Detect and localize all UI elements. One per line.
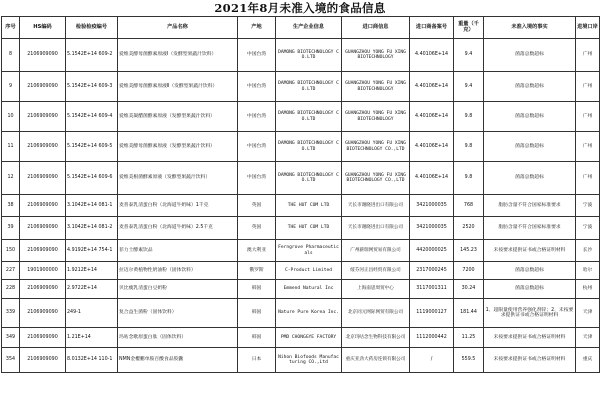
header-cell: 序号	[2, 17, 20, 39]
cell-origin: 英国	[238, 217, 276, 240]
cell-inspection-code: 2.9722E+14	[66, 280, 118, 299]
cell-manufacturer: Nature Pure Korea Inc.	[276, 299, 342, 328]
cell-fact: 脂肪含量不符合国家标准要求	[484, 217, 576, 240]
cell-origin: 中国台湾	[238, 39, 276, 72]
cell-hs-code: 2106909090	[20, 240, 66, 262]
cell-inspection-code: 5.1542E+14 609-2	[66, 39, 118, 72]
cell-product-name: 麦普泰乳清蛋白粉（北海道牛奶味）2.5千克	[118, 217, 238, 240]
cell-importer-reg: 4.40106E+14	[410, 39, 454, 72]
cell-importer-reg: 3421000035	[410, 195, 454, 217]
header-cell: 进口商备案号	[410, 17, 454, 39]
cell-hs-code: 2106909090	[20, 132, 66, 162]
header-cell: 产品名称	[118, 17, 238, 39]
cell-product-name: NMN金櫻鹏单胺百酸食品胶囊	[118, 348, 238, 373]
cell-hs-code: 2106909090	[20, 195, 66, 217]
cell-fact: 菌落总数超标	[484, 162, 576, 195]
cell-importer-reg: 4.40106E+14	[410, 102, 454, 132]
cell-inspection-code: 5.1542E+14 609-5	[66, 132, 118, 162]
cell-importer: 天长市谢晓进出口有限公司	[342, 195, 410, 217]
cell-origin: 澳大利亚	[238, 240, 276, 262]
cell-manufacturer: Ferngrove Pharmaceuticals	[276, 240, 342, 262]
cell-hs-code: 2106909090	[20, 72, 66, 102]
cell-origin: 韩国	[238, 299, 276, 328]
cell-importer-reg: 4420000025	[410, 240, 454, 262]
cell-origin: 俄罗斯	[238, 262, 276, 280]
cell-weight: 9.8	[454, 162, 484, 195]
table-row	[2, 240, 600, 262]
cell-port: 哈尔	[576, 262, 600, 280]
cell-hs-code: 2106909090	[20, 348, 66, 373]
cell-no: 349	[2, 328, 20, 348]
cell-manufacturer: Emmend Natural Inc	[276, 280, 342, 299]
cell-no: 11	[2, 132, 20, 162]
page-title: 2021年8月未准入境的食品信息	[214, 1, 386, 15]
table-row	[2, 132, 600, 162]
cell-hs-code: 2106909090	[20, 328, 66, 348]
header-cell: 检验检疫编号	[66, 17, 118, 39]
cell-no: 227	[2, 262, 20, 280]
cell-product-name: 爱维美凝醋菌酵素原液（发酵型果蔬汁饮料）	[118, 102, 238, 132]
cell-fact: 菌落总数超标	[484, 280, 576, 299]
cell-no: 12	[2, 162, 20, 195]
cell-no: 39	[2, 217, 20, 240]
cell-hs-code: 2106909090	[20, 39, 66, 72]
table-row	[2, 195, 600, 217]
cell-importer: GUANGZHOU YONG FU XING BIOTECHNOLOGY	[342, 102, 410, 132]
table-row	[2, 262, 600, 280]
cell-importer-reg: 3117001311	[410, 280, 454, 299]
table-row	[2, 72, 600, 102]
cell-weight: 559.5	[454, 348, 484, 373]
cell-port: 广州	[576, 39, 600, 72]
cell-manufacturer: PMD CHONGGYE FACTORY	[276, 328, 342, 348]
cell-hs-code: 2106909090	[20, 280, 66, 299]
cell-product-name: 玛咕念歌原蛋白肽（固体饮料）	[118, 328, 238, 348]
cell-inspection-code: 3.1042E+14 081-1	[66, 195, 118, 217]
cell-inspection-code: 4.9192E+14 754-1	[66, 240, 118, 262]
cell-product-name: 爱维美酵母菌酵素原液Ⅱ（发酵型果蔬汁饮料）	[118, 72, 238, 102]
cell-fact: 脂肪含量不符合国家标准要求	[484, 195, 576, 217]
table-row	[2, 217, 600, 240]
table-header	[2, 17, 600, 39]
header-cell: 未准入境的事实	[484, 17, 576, 39]
cell-port: 宁波	[576, 217, 600, 240]
cell-product-name: 爱维美酵母菌酵素原液Ⅰ（发酵型果蔬汁饮料）	[118, 39, 238, 72]
cell-origin: 中国台湾	[238, 162, 276, 195]
cell-hs-code: 2106909090	[20, 162, 66, 195]
table-row	[2, 280, 600, 299]
cell-importer: 北京同元网际网贸有限公司	[342, 299, 410, 328]
food-table	[1, 16, 600, 373]
cell-inspection-code: 1.21E+14	[66, 328, 118, 348]
cell-weight: 145.23	[454, 240, 484, 262]
cell-product-name: 复合益生菌粉（固体饮料）	[118, 299, 238, 328]
cell-weight: 9.4	[454, 39, 484, 72]
cell-port: 广州	[576, 102, 600, 132]
cell-port: 广州	[576, 162, 600, 195]
cell-weight: 9.4	[454, 72, 484, 102]
cell-product-name: 爱维美根菌酵素原液（发酵型果蔬汁饮料）	[118, 162, 238, 195]
cell-fact: 未按要求提供证书或合格证明材料	[484, 328, 576, 348]
table-row	[2, 39, 600, 72]
cell-hs-code: 2106909090	[20, 217, 66, 240]
header-cell: 生产企业信息	[276, 17, 342, 39]
cell-hs-code: 2106909090	[20, 299, 66, 328]
cell-port: 广州	[576, 72, 600, 102]
cell-port: 杭州	[576, 280, 600, 299]
header-cell: 进境口岸	[576, 17, 600, 39]
cell-importer-reg: 4.40106E+14	[410, 132, 454, 162]
header-cell: 产地	[238, 17, 276, 39]
cell-inspection-code: 3.1042E+14 081-2	[66, 217, 118, 240]
table-row	[2, 348, 600, 373]
cell-importer-reg: 4.40106E+14	[410, 162, 454, 195]
cell-manufacturer: DAMONG BIOTECHNOLOGY CO.LTD	[276, 162, 342, 195]
cell-weight: 181.44	[454, 299, 484, 328]
cell-fact: 1、超限量使用营养强化剂锌；2、未按要求提供证书或合格证明材料	[484, 299, 576, 328]
cell-product-name: 麦普泰乳清蛋白粉（北海道牛奶味）1千克	[118, 195, 238, 217]
cell-no: 10	[2, 102, 20, 132]
cell-product-name: 贝比瘦乳清蛋白豆奶粉	[118, 280, 238, 299]
cell-no: 8	[2, 39, 20, 72]
cell-weight: 7200	[454, 262, 484, 280]
cell-manufacturer: THE HUT COM LTD	[276, 195, 342, 217]
cell-fact: 未按要求提供证书或合格证明材料	[484, 240, 576, 262]
cell-inspection-code: 5.1542E+14 609-3	[66, 72, 118, 102]
cell-fact: 菌落总数超标	[484, 132, 576, 162]
cell-port: 天津	[576, 299, 600, 328]
cell-manufacturer: DAMONG BIOTECHNOLOGY CO.LTD	[276, 72, 342, 102]
cell-no: 9	[2, 72, 20, 102]
cell-product-name: 爱维美酵母菌酵素原液（发酵型果蔬汁饮料）	[118, 132, 238, 162]
cell-weight: 30.24	[454, 280, 484, 299]
cell-fact: 菌落总数超标	[484, 39, 576, 72]
cell-importer: 北京玛咕念生物科技有限公司	[342, 328, 410, 348]
cell-importer-reg: 2317000245	[410, 262, 454, 280]
cell-weight: 9.8	[454, 102, 484, 132]
cell-manufacturer: THE HUT COM LTD	[276, 217, 342, 240]
cell-importer: 广州薪瑞网贸易有限公司	[342, 240, 410, 262]
cell-port: 重庆	[576, 348, 600, 373]
header-cell: HS编码	[20, 17, 66, 39]
cell-importer: GUANGZHOU YONG FU XING BIOTECHNOLOGY	[342, 39, 410, 72]
cell-importer: 绥芬河正昌经贸有限公司	[342, 262, 410, 280]
cell-no: 150	[2, 240, 20, 262]
cell-fact: 未按要求提供证书或合格证明材料	[484, 348, 576, 373]
cell-manufacturer: C-Product Limited	[276, 262, 342, 280]
table-row	[2, 328, 600, 348]
cell-manufacturer: DAMONG BIOTECHNOLOGY CO.LTD	[276, 132, 342, 162]
cell-fact: 菌落总数超标	[484, 72, 576, 102]
cell-importer: 上海南思周贸中心	[342, 280, 410, 299]
cell-no: 339	[2, 299, 20, 328]
header-cell: 进口商信息	[342, 17, 410, 39]
cell-inspection-code: 249-1	[66, 299, 118, 328]
cell-importer-reg: 1119000127	[410, 299, 454, 328]
cell-importer: GUANGZHOU YONG FU XING BIOTECHNOLOGY	[342, 72, 410, 102]
cell-manufacturer: DAMONG BIOTECHNOLOGY CO.LTD	[276, 102, 342, 132]
cell-importer-reg: 4.40106E+14	[410, 72, 454, 102]
cell-origin: 韩国	[238, 328, 276, 348]
cell-importer: GUANGZHOU YONG FU XING BIOTECHNOLOGY CO.,LTD	[342, 132, 410, 162]
cell-importer-reg: /	[410, 348, 454, 373]
cell-no: 228	[2, 280, 20, 299]
cell-importer: GUANGZHOU YONG FU XING BIOTECHNOLOGY CO.,LTD	[342, 162, 410, 195]
cell-origin: 英国	[238, 195, 276, 217]
cell-origin: 韩国	[238, 280, 276, 299]
cell-hs-code: 2106909090	[20, 102, 66, 132]
cell-weight: 768	[454, 195, 484, 217]
cell-hs-code: 1901900000	[20, 262, 66, 280]
cell-fact: 菌落总数超标	[484, 102, 576, 132]
cell-port: 天津	[576, 328, 600, 348]
cell-port: 长沙	[576, 240, 600, 262]
cell-product-name: 拉迈尔黄植物性奶油粉（固体饮料）	[118, 262, 238, 280]
table-row	[2, 162, 600, 195]
cell-fact: 菌落总数超标	[484, 262, 576, 280]
cell-origin: 日本	[238, 348, 276, 373]
cell-manufacturer: Nihon Biofoods Manufacturing CO.,Ltd	[276, 348, 342, 373]
cell-importer: 天长市谢晓进出口有限公司	[342, 217, 410, 240]
cell-origin: 中国台湾	[238, 102, 276, 132]
cell-inspection-code: 5.1542E+14 609-6	[66, 162, 118, 195]
cell-no: 354	[2, 348, 20, 373]
cell-origin: 中国台湾	[238, 132, 276, 162]
cell-manufacturer: DAMONG BIOTECHNOLOGY CO.LTD	[276, 39, 342, 72]
cell-importer-reg: 1112000442	[410, 328, 454, 348]
cell-inspection-code: 8.0132E+14 110-1	[66, 348, 118, 373]
cell-inspection-code: 5.1542E+14 609-4	[66, 102, 118, 132]
header-cell: 重量（千克）	[454, 17, 484, 39]
cell-port: 广州	[576, 132, 600, 162]
cell-product-name: 菲力士酵素饮品	[118, 240, 238, 262]
cell-weight: 9.8	[454, 132, 484, 162]
cell-weight: 11.25	[454, 328, 484, 348]
cell-origin: 中国台湾	[238, 72, 276, 102]
table-row	[2, 299, 600, 328]
table-row	[2, 102, 600, 132]
cell-importer-reg: 3421000035	[410, 217, 454, 240]
cell-port: 宁波	[576, 195, 600, 217]
cell-weight: 2520	[454, 217, 484, 240]
cell-no: 38	[2, 195, 20, 217]
cell-importer: 重庆亚劲大药房连锁有限公司	[342, 348, 410, 373]
cell-inspection-code: 1.9212E+14	[66, 262, 118, 280]
